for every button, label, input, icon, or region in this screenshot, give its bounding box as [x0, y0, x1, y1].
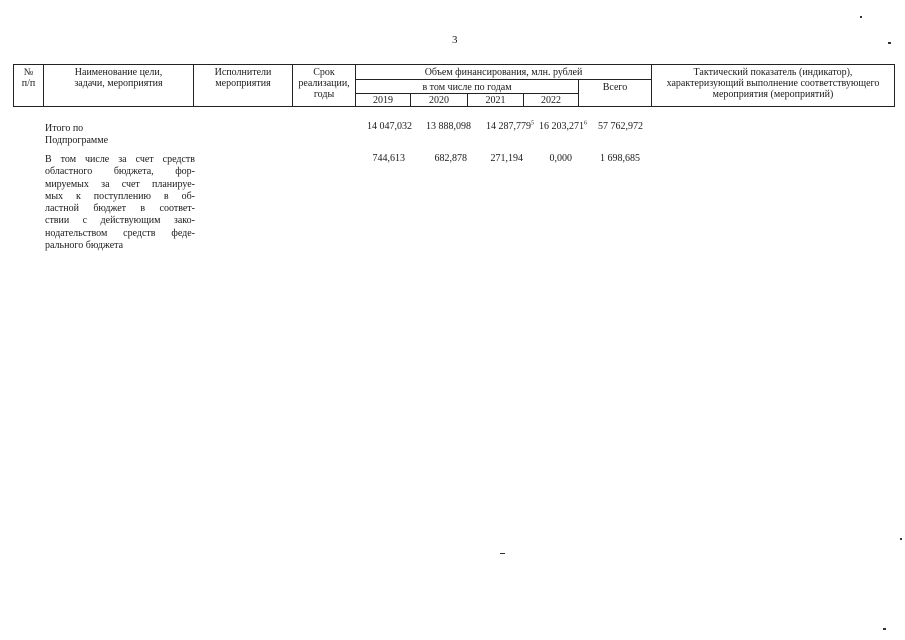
header-executors: Исполнители мероприятия: [194, 65, 293, 107]
funding-table-header: [13, 64, 895, 107]
header-total: Всего: [579, 80, 652, 107]
page-number: 3: [452, 34, 458, 46]
scan-speck: [860, 16, 862, 18]
value-2021: 271,194: [490, 153, 523, 164]
row-name: Итого по Подпрограмме: [45, 123, 109, 147]
header-num: № п/п: [14, 65, 44, 107]
header-year-2020: 2020: [411, 94, 468, 107]
value-2020: 682,878: [434, 153, 467, 164]
value-total: 57 762,972: [598, 121, 643, 132]
header-name: Наименование цели, задачи, мероприятия: [44, 65, 194, 107]
scan-speck: [883, 628, 886, 630]
header-term: Срок реализации, годы: [293, 65, 356, 107]
scan-speck: [500, 553, 505, 554]
scan-speck: [888, 42, 891, 44]
row-name-multiline: В том числе за счет средств областного бюджета, фор- мируемых за счет планируе- мых к поступлению в об- ластной бюджет в соответ- ствии с действующим зако- нодательством средств феде- рального бюджета: [45, 154, 195, 252]
value-2022: 16 203,271$^6$: [539, 120, 587, 132]
header-by-years: в том числе по годам: [356, 80, 579, 94]
header-funding: Объем финансирования, млн. рублей: [356, 65, 652, 80]
value-2020: 13 888,098: [426, 121, 471, 132]
header-year-2022: 2022: [524, 94, 579, 107]
header-year-2021: 2021: [468, 94, 524, 107]
value-2021: 14 287,779$^5$: [486, 120, 534, 132]
scan-speck: [900, 538, 902, 540]
value-2019: 14 047,032: [367, 121, 412, 132]
value-2022: 0,000: [549, 153, 572, 164]
header-indicator: Тактический показатель (индикатор), характеризующий выполнение соответствующего мероприятия (мероприятий): [652, 65, 895, 107]
value-total: 1 698,685: [600, 153, 640, 164]
value-2019: 744,613: [372, 153, 405, 164]
header-year-2019: 2019: [356, 94, 411, 107]
